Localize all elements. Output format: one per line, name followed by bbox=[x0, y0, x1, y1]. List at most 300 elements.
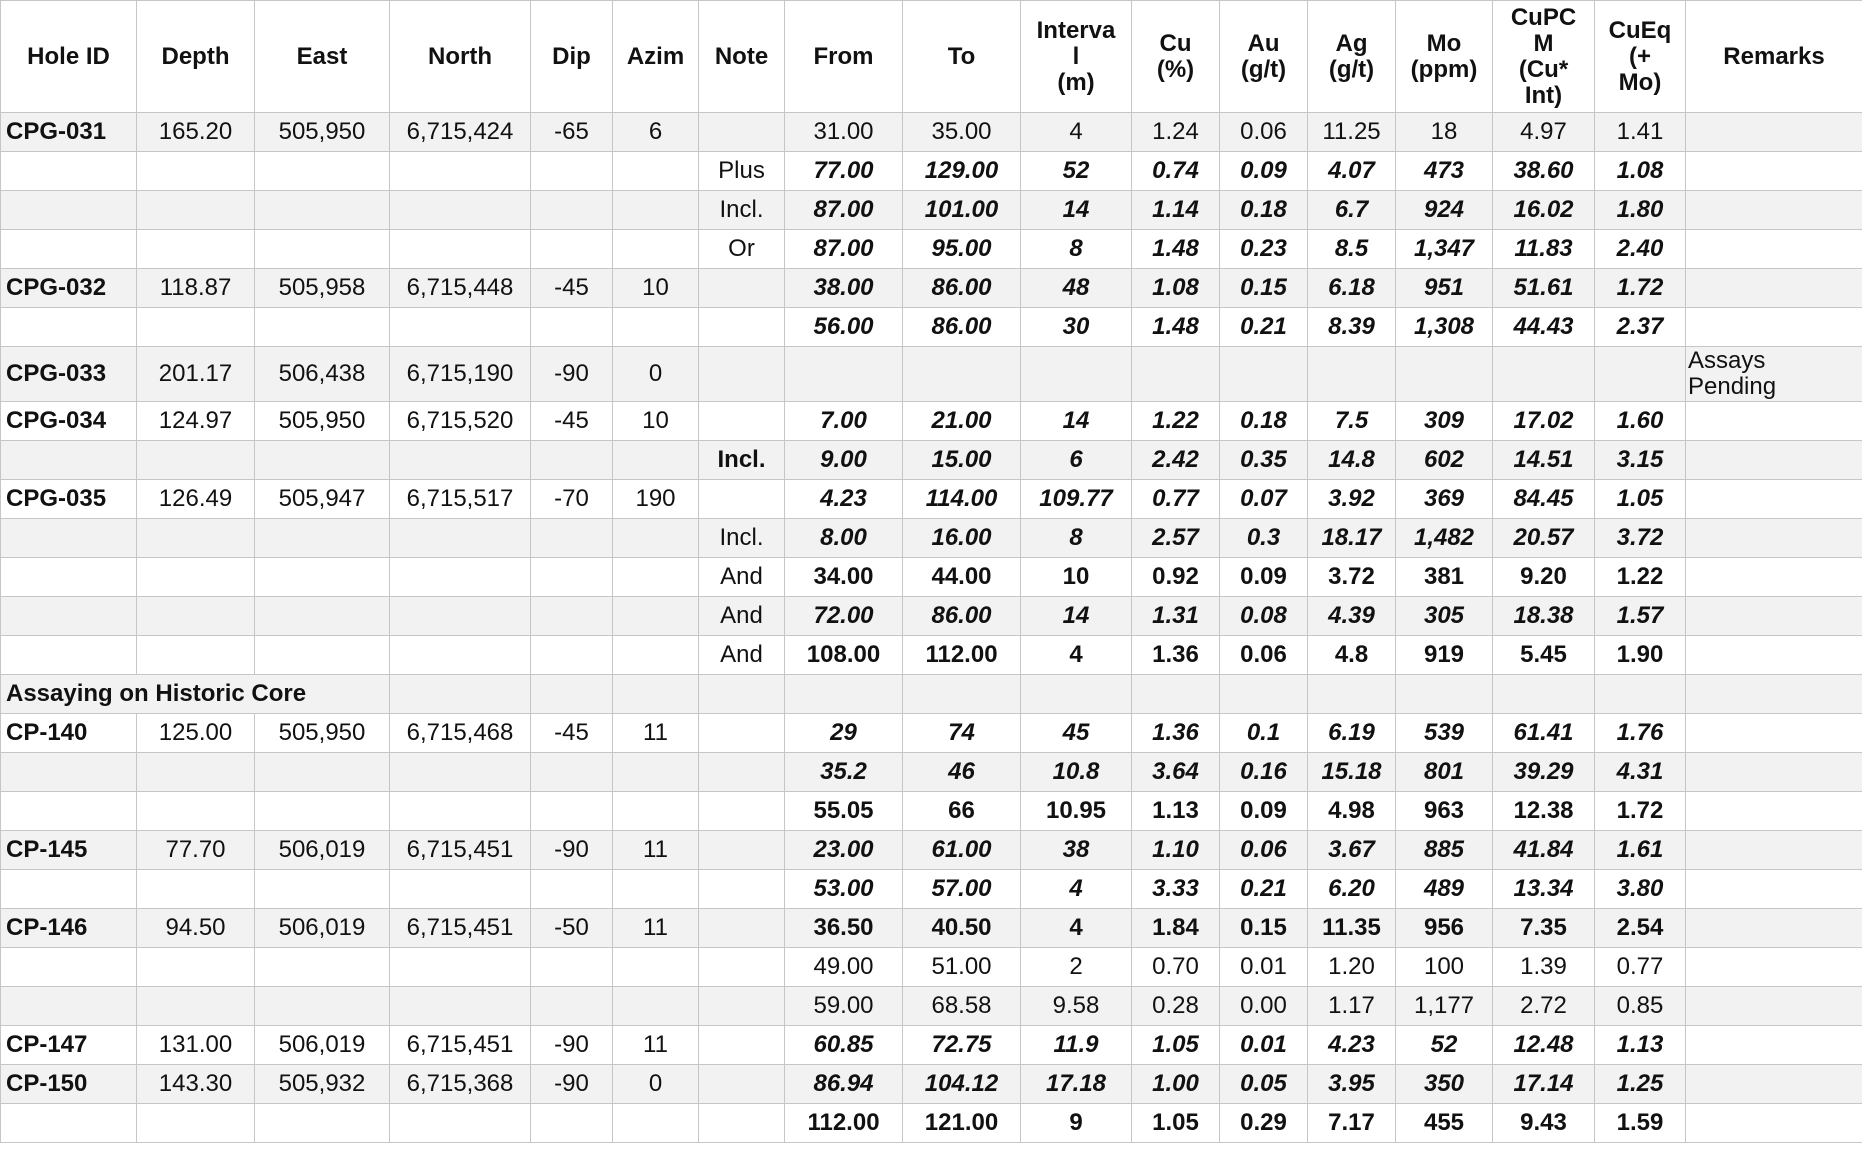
cell-azim bbox=[613, 519, 699, 558]
cell-ag: 6.18 bbox=[1308, 269, 1396, 308]
cell-mo: 305 bbox=[1396, 597, 1493, 636]
cell-cu: 3.64 bbox=[1132, 753, 1220, 792]
cell-cu: 1.14 bbox=[1132, 191, 1220, 230]
cell-note bbox=[699, 308, 785, 347]
cell-cupcm bbox=[1493, 347, 1595, 402]
cell-cupcm: 38.60 bbox=[1493, 152, 1595, 191]
cell-au: 0.06 bbox=[1220, 636, 1308, 675]
cell-north: 6,715,520 bbox=[390, 402, 531, 441]
cell-au: 0.18 bbox=[1220, 402, 1308, 441]
cell-depth bbox=[137, 870, 255, 909]
cell-hole bbox=[1, 636, 137, 675]
cell-mo: 539 bbox=[1396, 714, 1493, 753]
cell-note bbox=[699, 347, 785, 402]
cell-cu: 0.70 bbox=[1132, 948, 1220, 987]
cell-cueq: 1.59 bbox=[1595, 1104, 1686, 1143]
cell-remarks bbox=[1686, 441, 1862, 480]
cell-mo: 919 bbox=[1396, 636, 1493, 675]
cell-hole: CP-150 bbox=[1, 1065, 137, 1104]
cell-hole bbox=[1, 870, 137, 909]
cell-azim bbox=[613, 675, 699, 714]
cell-interval: 2 bbox=[1021, 948, 1132, 987]
cell-interval bbox=[1021, 675, 1132, 714]
cell-depth bbox=[137, 636, 255, 675]
column-header-cu: Cu (%) bbox=[1132, 1, 1220, 113]
cell-au: 0.15 bbox=[1220, 269, 1308, 308]
cell-cu: 1.22 bbox=[1132, 402, 1220, 441]
cell-cu: 1.00 bbox=[1132, 1065, 1220, 1104]
cell-note bbox=[699, 480, 785, 519]
cell-hole: CPG-033 bbox=[1, 347, 137, 402]
cell-remarks bbox=[1686, 1026, 1862, 1065]
cell-ag: 1.20 bbox=[1308, 948, 1396, 987]
cell-to: 121.00 bbox=[903, 1104, 1021, 1143]
cell-cupcm: 61.41 bbox=[1493, 714, 1595, 753]
cell-cu: 1.84 bbox=[1132, 909, 1220, 948]
cell-depth: 118.87 bbox=[137, 269, 255, 308]
cell-dip bbox=[531, 558, 613, 597]
cell-mo: 963 bbox=[1396, 792, 1493, 831]
cell-to: 74 bbox=[903, 714, 1021, 753]
cell-north: 6,715,190 bbox=[390, 347, 531, 402]
cell-depth: 126.49 bbox=[137, 480, 255, 519]
cell-au: 0.05 bbox=[1220, 1065, 1308, 1104]
cell-interval: 6 bbox=[1021, 441, 1132, 480]
header-row bbox=[1, 1, 1862, 113]
cell-cu: 3.33 bbox=[1132, 870, 1220, 909]
cell-depth: 131.00 bbox=[137, 1026, 255, 1065]
table-row bbox=[1, 480, 1862, 519]
cell-depth bbox=[137, 753, 255, 792]
cell-depth: 77.70 bbox=[137, 831, 255, 870]
table-row bbox=[1, 230, 1862, 269]
cell-remarks bbox=[1686, 597, 1862, 636]
cell-to: 68.58 bbox=[903, 987, 1021, 1026]
cell-remarks bbox=[1686, 792, 1862, 831]
cell-au: 0.18 bbox=[1220, 191, 1308, 230]
cell-dip bbox=[531, 230, 613, 269]
cell-from: 7.00 bbox=[785, 402, 903, 441]
cell-to: 21.00 bbox=[903, 402, 1021, 441]
cell-azim bbox=[613, 230, 699, 269]
cell-remarks bbox=[1686, 1065, 1862, 1104]
cell-cupcm: 5.45 bbox=[1493, 636, 1595, 675]
cell-remarks bbox=[1686, 987, 1862, 1026]
cell-ag: 15.18 bbox=[1308, 753, 1396, 792]
cell-north: 6,715,451 bbox=[390, 831, 531, 870]
cell-east bbox=[255, 1104, 390, 1143]
table-row bbox=[1, 191, 1862, 230]
cell-note bbox=[699, 402, 785, 441]
cell-depth: 124.97 bbox=[137, 402, 255, 441]
cell-east bbox=[255, 597, 390, 636]
cell-cupcm: 16.02 bbox=[1493, 191, 1595, 230]
cell-cueq: 1.61 bbox=[1595, 831, 1686, 870]
column-header-east: East bbox=[255, 1, 390, 113]
cell-remarks bbox=[1686, 230, 1862, 269]
cell-ag: 3.67 bbox=[1308, 831, 1396, 870]
cell-dip: -90 bbox=[531, 1026, 613, 1065]
cell-remarks bbox=[1686, 269, 1862, 308]
cell-from bbox=[785, 675, 903, 714]
cell-azim bbox=[613, 948, 699, 987]
cell-depth bbox=[137, 792, 255, 831]
cell-mo: 455 bbox=[1396, 1104, 1493, 1143]
cell-note bbox=[699, 269, 785, 308]
cell-north: 6,715,468 bbox=[390, 714, 531, 753]
cell-interval: 10 bbox=[1021, 558, 1132, 597]
cell-from: 29 bbox=[785, 714, 903, 753]
cell-note bbox=[699, 948, 785, 987]
cell-east bbox=[255, 230, 390, 269]
cell-interval: 10.8 bbox=[1021, 753, 1132, 792]
section-row bbox=[1, 675, 1862, 714]
cell-cupcm: 12.38 bbox=[1493, 792, 1595, 831]
cell-to: 66 bbox=[903, 792, 1021, 831]
cell-interval: 9.58 bbox=[1021, 987, 1132, 1026]
cell-dip bbox=[531, 870, 613, 909]
cell-ag: 4.07 bbox=[1308, 152, 1396, 191]
cell-remarks bbox=[1686, 909, 1862, 948]
cell-ag: 4.8 bbox=[1308, 636, 1396, 675]
cell-remarks bbox=[1686, 558, 1862, 597]
cell-remarks bbox=[1686, 870, 1862, 909]
cell-note bbox=[699, 870, 785, 909]
cell-hole: CP-140 bbox=[1, 714, 137, 753]
cell-cueq: 0.77 bbox=[1595, 948, 1686, 987]
cell-ag: 3.72 bbox=[1308, 558, 1396, 597]
cell-interval: 45 bbox=[1021, 714, 1132, 753]
cell-mo: 489 bbox=[1396, 870, 1493, 909]
cell-note bbox=[699, 1065, 785, 1104]
cell-mo: 1,177 bbox=[1396, 987, 1493, 1026]
cell-au: 0.29 bbox=[1220, 1104, 1308, 1143]
cell-from: 56.00 bbox=[785, 308, 903, 347]
cell-from: 87.00 bbox=[785, 191, 903, 230]
cell-dip: -50 bbox=[531, 909, 613, 948]
cell-ag: 6.20 bbox=[1308, 870, 1396, 909]
cell-dip: -45 bbox=[531, 714, 613, 753]
cell-ag: 11.25 bbox=[1308, 113, 1396, 152]
cell-azim: 190 bbox=[613, 480, 699, 519]
cell-azim: 6 bbox=[613, 113, 699, 152]
column-header-remarks: Remarks bbox=[1686, 1, 1862, 113]
column-header-north: North bbox=[390, 1, 531, 113]
cell-from: 35.2 bbox=[785, 753, 903, 792]
cell-east bbox=[255, 558, 390, 597]
cell-hole: CP-147 bbox=[1, 1026, 137, 1065]
table-row bbox=[1, 792, 1862, 831]
cell-cu: 1.10 bbox=[1132, 831, 1220, 870]
cell-ag: 14.8 bbox=[1308, 441, 1396, 480]
cell-ag: 6.7 bbox=[1308, 191, 1396, 230]
table-row bbox=[1, 308, 1862, 347]
cell-azim: 11 bbox=[613, 909, 699, 948]
cell-dip bbox=[531, 987, 613, 1026]
cell-east: 506,019 bbox=[255, 1026, 390, 1065]
cell-ag: 1.17 bbox=[1308, 987, 1396, 1026]
cell-mo: 1,482 bbox=[1396, 519, 1493, 558]
cell-hole: CP-146 bbox=[1, 909, 137, 948]
cell-north: 6,715,451 bbox=[390, 1026, 531, 1065]
cell-north: 6,715,448 bbox=[390, 269, 531, 308]
cell-interval: 30 bbox=[1021, 308, 1132, 347]
cell-mo: 1,308 bbox=[1396, 308, 1493, 347]
cell-ag: 4.23 bbox=[1308, 1026, 1396, 1065]
cell-note: Incl. bbox=[699, 519, 785, 558]
cell-mo bbox=[1396, 347, 1493, 402]
cell-from: 8.00 bbox=[785, 519, 903, 558]
cell-east: 505,932 bbox=[255, 1065, 390, 1104]
cell-cupcm: 9.20 bbox=[1493, 558, 1595, 597]
cell-cu bbox=[1132, 675, 1220, 714]
cell-mo: 602 bbox=[1396, 441, 1493, 480]
cell-cueq: 1.13 bbox=[1595, 1026, 1686, 1065]
cell-east: 505,950 bbox=[255, 714, 390, 753]
cell-east: 505,950 bbox=[255, 402, 390, 441]
cell-interval: 9 bbox=[1021, 1104, 1132, 1143]
cell-cueq: 4.31 bbox=[1595, 753, 1686, 792]
cell-cueq: 3.80 bbox=[1595, 870, 1686, 909]
cell-cueq: 2.37 bbox=[1595, 308, 1686, 347]
cell-cupcm bbox=[1493, 675, 1595, 714]
cell-mo: 951 bbox=[1396, 269, 1493, 308]
column-header-hole: Hole ID bbox=[1, 1, 137, 113]
cell-ag: 4.39 bbox=[1308, 597, 1396, 636]
cell-dip: -70 bbox=[531, 480, 613, 519]
cell-mo bbox=[1396, 675, 1493, 714]
cell-to: 51.00 bbox=[903, 948, 1021, 987]
cell-from: 31.00 bbox=[785, 113, 903, 152]
cell-east bbox=[255, 753, 390, 792]
cell-cu: 1.05 bbox=[1132, 1026, 1220, 1065]
cell-east bbox=[255, 519, 390, 558]
cell-remarks bbox=[1686, 675, 1862, 714]
cell-interval bbox=[1021, 347, 1132, 402]
cell-to: 95.00 bbox=[903, 230, 1021, 269]
cell-ag: 3.95 bbox=[1308, 1065, 1396, 1104]
cell-hole bbox=[1, 152, 137, 191]
cell-mo: 473 bbox=[1396, 152, 1493, 191]
cell-from: 60.85 bbox=[785, 1026, 903, 1065]
cell-cupcm: 7.35 bbox=[1493, 909, 1595, 948]
cell-mo: 369 bbox=[1396, 480, 1493, 519]
cell-cueq: 1.05 bbox=[1595, 480, 1686, 519]
cell-cu: 1.08 bbox=[1132, 269, 1220, 308]
cell-cueq: 1.25 bbox=[1595, 1065, 1686, 1104]
cell-hole: CPG-035 bbox=[1, 480, 137, 519]
cell-cueq bbox=[1595, 675, 1686, 714]
table-row bbox=[1, 402, 1862, 441]
cell-cu: 2.42 bbox=[1132, 441, 1220, 480]
cell-remarks bbox=[1686, 308, 1862, 347]
table-row bbox=[1, 113, 1862, 152]
cell-cupcm: 1.39 bbox=[1493, 948, 1595, 987]
cell-depth bbox=[137, 1104, 255, 1143]
cell-azim bbox=[613, 441, 699, 480]
cell-dip bbox=[531, 675, 613, 714]
cell-note: Plus bbox=[699, 152, 785, 191]
cell-cu bbox=[1132, 347, 1220, 402]
cell-dip: -90 bbox=[531, 347, 613, 402]
cell-au: 0.15 bbox=[1220, 909, 1308, 948]
cell-east bbox=[255, 870, 390, 909]
cell-north bbox=[390, 1104, 531, 1143]
cell-interval: 14 bbox=[1021, 402, 1132, 441]
cell-au: 0.01 bbox=[1220, 948, 1308, 987]
cell-ag bbox=[1308, 675, 1396, 714]
cell-hole bbox=[1, 519, 137, 558]
cell-cueq bbox=[1595, 347, 1686, 402]
cell-north bbox=[390, 636, 531, 675]
cell-cupcm: 14.51 bbox=[1493, 441, 1595, 480]
cell-au: 0.35 bbox=[1220, 441, 1308, 480]
cell-north bbox=[390, 152, 531, 191]
cell-to: 57.00 bbox=[903, 870, 1021, 909]
table-row bbox=[1, 753, 1862, 792]
cell-from: 23.00 bbox=[785, 831, 903, 870]
cell-azim bbox=[613, 636, 699, 675]
cell-dip bbox=[531, 636, 613, 675]
cell-remarks bbox=[1686, 714, 1862, 753]
cell-east bbox=[255, 636, 390, 675]
cell-remarks: Assays Pending bbox=[1686, 347, 1862, 402]
cell-au: 0.16 bbox=[1220, 753, 1308, 792]
cell-north bbox=[390, 753, 531, 792]
cell-hole bbox=[1, 230, 137, 269]
cell-au: 0.3 bbox=[1220, 519, 1308, 558]
cell-azim: 11 bbox=[613, 1026, 699, 1065]
cell-cueq: 1.72 bbox=[1595, 792, 1686, 831]
cell-cu: 1.13 bbox=[1132, 792, 1220, 831]
cell-to: 61.00 bbox=[903, 831, 1021, 870]
table-row bbox=[1, 519, 1862, 558]
column-header-depth: Depth bbox=[137, 1, 255, 113]
cell-ag: 6.19 bbox=[1308, 714, 1396, 753]
cell-cupcm: 13.34 bbox=[1493, 870, 1595, 909]
cell-cueq: 2.54 bbox=[1595, 909, 1686, 948]
cell-azim: 0 bbox=[613, 347, 699, 402]
cell-north bbox=[390, 948, 531, 987]
cell-remarks bbox=[1686, 753, 1862, 792]
column-header-from: From bbox=[785, 1, 903, 113]
cell-east: 506,438 bbox=[255, 347, 390, 402]
cell-ag bbox=[1308, 347, 1396, 402]
cell-cueq: 1.22 bbox=[1595, 558, 1686, 597]
cell-ag: 7.5 bbox=[1308, 402, 1396, 441]
cell-dip: -45 bbox=[531, 402, 613, 441]
cell-au: 0.07 bbox=[1220, 480, 1308, 519]
cell-au: 0.1 bbox=[1220, 714, 1308, 753]
cell-au: 0.23 bbox=[1220, 230, 1308, 269]
cell-dip bbox=[531, 152, 613, 191]
cell-hole: CPG-034 bbox=[1, 402, 137, 441]
cell-cu: 1.31 bbox=[1132, 597, 1220, 636]
cell-north bbox=[390, 308, 531, 347]
cell-hole bbox=[1, 987, 137, 1026]
cell-dip bbox=[531, 948, 613, 987]
cell-north: 6,715,368 bbox=[390, 1065, 531, 1104]
cell-cueq: 1.80 bbox=[1595, 191, 1686, 230]
cell-to: 129.00 bbox=[903, 152, 1021, 191]
cell-dip bbox=[531, 441, 613, 480]
cell-interval: 14 bbox=[1021, 597, 1132, 636]
cell-to: 15.00 bbox=[903, 441, 1021, 480]
cell-depth bbox=[137, 558, 255, 597]
cell-cueq: 1.57 bbox=[1595, 597, 1686, 636]
cell-depth bbox=[137, 191, 255, 230]
table-row bbox=[1, 152, 1862, 191]
cell-cu: 0.77 bbox=[1132, 480, 1220, 519]
cell-interval: 109.77 bbox=[1021, 480, 1132, 519]
cell-interval: 4 bbox=[1021, 909, 1132, 948]
cell-hole bbox=[1, 558, 137, 597]
cell-azim bbox=[613, 597, 699, 636]
cell-cueq: 0.85 bbox=[1595, 987, 1686, 1026]
cell-mo: 52 bbox=[1396, 1026, 1493, 1065]
cell-from: 4.23 bbox=[785, 480, 903, 519]
cell-cupcm: 51.61 bbox=[1493, 269, 1595, 308]
cell-dip bbox=[531, 1104, 613, 1143]
cell-dip bbox=[531, 792, 613, 831]
cell-hole bbox=[1, 597, 137, 636]
cell-azim: 10 bbox=[613, 402, 699, 441]
table-row bbox=[1, 441, 1862, 480]
cell-from: 77.00 bbox=[785, 152, 903, 191]
table-row bbox=[1, 1104, 1862, 1143]
cell-ag: 18.17 bbox=[1308, 519, 1396, 558]
cell-dip: -90 bbox=[531, 1065, 613, 1104]
cell-east: 505,958 bbox=[255, 269, 390, 308]
cell-dip: -90 bbox=[531, 831, 613, 870]
cell-depth: 201.17 bbox=[137, 347, 255, 402]
cell-from: 55.05 bbox=[785, 792, 903, 831]
cell-mo: 885 bbox=[1396, 831, 1493, 870]
table-row bbox=[1, 597, 1862, 636]
cell-from: 72.00 bbox=[785, 597, 903, 636]
cell-ag: 11.35 bbox=[1308, 909, 1396, 948]
table-row bbox=[1, 347, 1862, 402]
cell-to: 72.75 bbox=[903, 1026, 1021, 1065]
table-row bbox=[1, 714, 1862, 753]
cell-cu: 0.92 bbox=[1132, 558, 1220, 597]
cell-azim bbox=[613, 987, 699, 1026]
cell-cu: 1.05 bbox=[1132, 1104, 1220, 1143]
cell-depth: 165.20 bbox=[137, 113, 255, 152]
cell-north: 6,715,424 bbox=[390, 113, 531, 152]
cell-dip bbox=[531, 753, 613, 792]
cell-east bbox=[255, 308, 390, 347]
cell-north: 6,715,517 bbox=[390, 480, 531, 519]
cell-remarks bbox=[1686, 113, 1862, 152]
cell-cu: 1.48 bbox=[1132, 230, 1220, 269]
cell-mo: 309 bbox=[1396, 402, 1493, 441]
cell-east bbox=[255, 792, 390, 831]
cell-cueq: 1.08 bbox=[1595, 152, 1686, 191]
cell-cu: 0.28 bbox=[1132, 987, 1220, 1026]
cell-depth bbox=[137, 441, 255, 480]
cell-dip bbox=[531, 308, 613, 347]
cell-au: 0.09 bbox=[1220, 792, 1308, 831]
cell-depth bbox=[137, 152, 255, 191]
cell-note bbox=[699, 714, 785, 753]
cell-hole: CP-145 bbox=[1, 831, 137, 870]
cell-depth: 125.00 bbox=[137, 714, 255, 753]
column-header-au: Au (g/t) bbox=[1220, 1, 1308, 113]
cell-mo: 18 bbox=[1396, 113, 1493, 152]
column-header-azim: Azim bbox=[613, 1, 699, 113]
column-header-mo: Mo (ppm) bbox=[1396, 1, 1493, 113]
